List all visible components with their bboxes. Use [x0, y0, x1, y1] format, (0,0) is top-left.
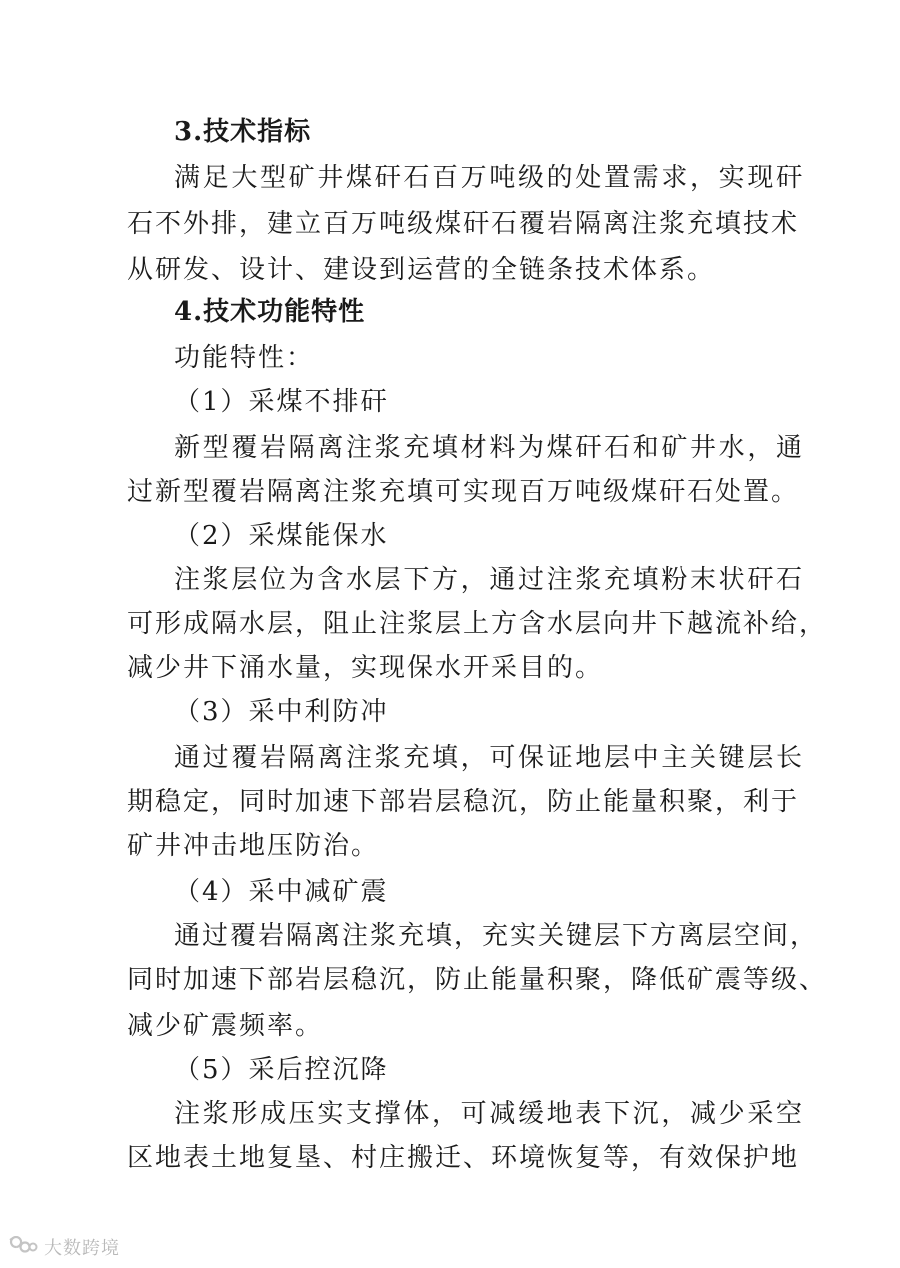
paragraph-line: 石不外排，建立百万吨级煤矸石覆岩隔离注浆充填技术: [127, 209, 800, 239]
paragraph-line: 满足大型矿井煤矸石百万吨级的处置需求，实现矸: [174, 163, 804, 193]
paragraph-line: 新型覆岩隔离注浆充填材料为煤矸石和矿井水，通: [174, 433, 804, 463]
paragraph-line: 注浆层位为含水层下方，通过注浆充填粉末状矸石: [174, 565, 804, 595]
paragraph-line: 减少井下涌水量，实现保水开采目的。: [127, 653, 604, 683]
paragraph-line: 区地表土地复垦、村庄搬迁、环境恢复等，有效保护地: [127, 1143, 800, 1173]
watermark: [8, 1232, 120, 1262]
subheading-2: （2）采煤能保水: [174, 521, 389, 551]
paragraph-line: 减少矿震频率。: [127, 1011, 324, 1041]
section-heading-tech-features: 4.技术功能特性: [174, 297, 366, 327]
paragraph-line: 从研发、设计、建设到运营的全链条技术体系。: [127, 255, 716, 285]
paragraph-line: 可形成隔水层，阻止注浆层上方含水层向井下越流补给，: [127, 609, 828, 639]
watermark-text: 大数跨境: [44, 1238, 120, 1259]
features-label: 功能特性：: [174, 343, 315, 373]
watermark-logo-icon: [8, 1236, 38, 1258]
paragraph-line: 过新型覆岩隔离注浆充填可实现百万吨级煤矸石处置。: [127, 477, 800, 507]
paragraph-line: 通过覆岩隔离注浆充填，可保证地层中主关键层长: [174, 743, 804, 773]
paragraph-line: 通过覆岩隔离注浆充填，充实关键层下方离层空间，: [174, 921, 819, 951]
section-heading-tech-indicators: 3.技术指标: [174, 117, 312, 147]
subheading-5: （5）采后控沉降: [174, 1055, 389, 1085]
paragraph-line: 同时加速下部岩层稳沉，防止能量积聚，降低矿震等级、: [127, 965, 828, 995]
paragraph-line: 矿井冲击地压防治。: [127, 831, 380, 861]
paragraph-line: 期稳定，同时加速下部岩层稳沉，防止能量积聚，利于: [127, 787, 800, 817]
subheading-3: （3）采中利防冲: [174, 697, 389, 727]
subheading-1: （1）采煤不排矸: [174, 387, 389, 417]
subheading-4: （4）采中减矿震: [174, 877, 389, 907]
paragraph-line: 注浆形成压实支撑体，可减缓地表下沉，减少采空: [174, 1099, 804, 1129]
